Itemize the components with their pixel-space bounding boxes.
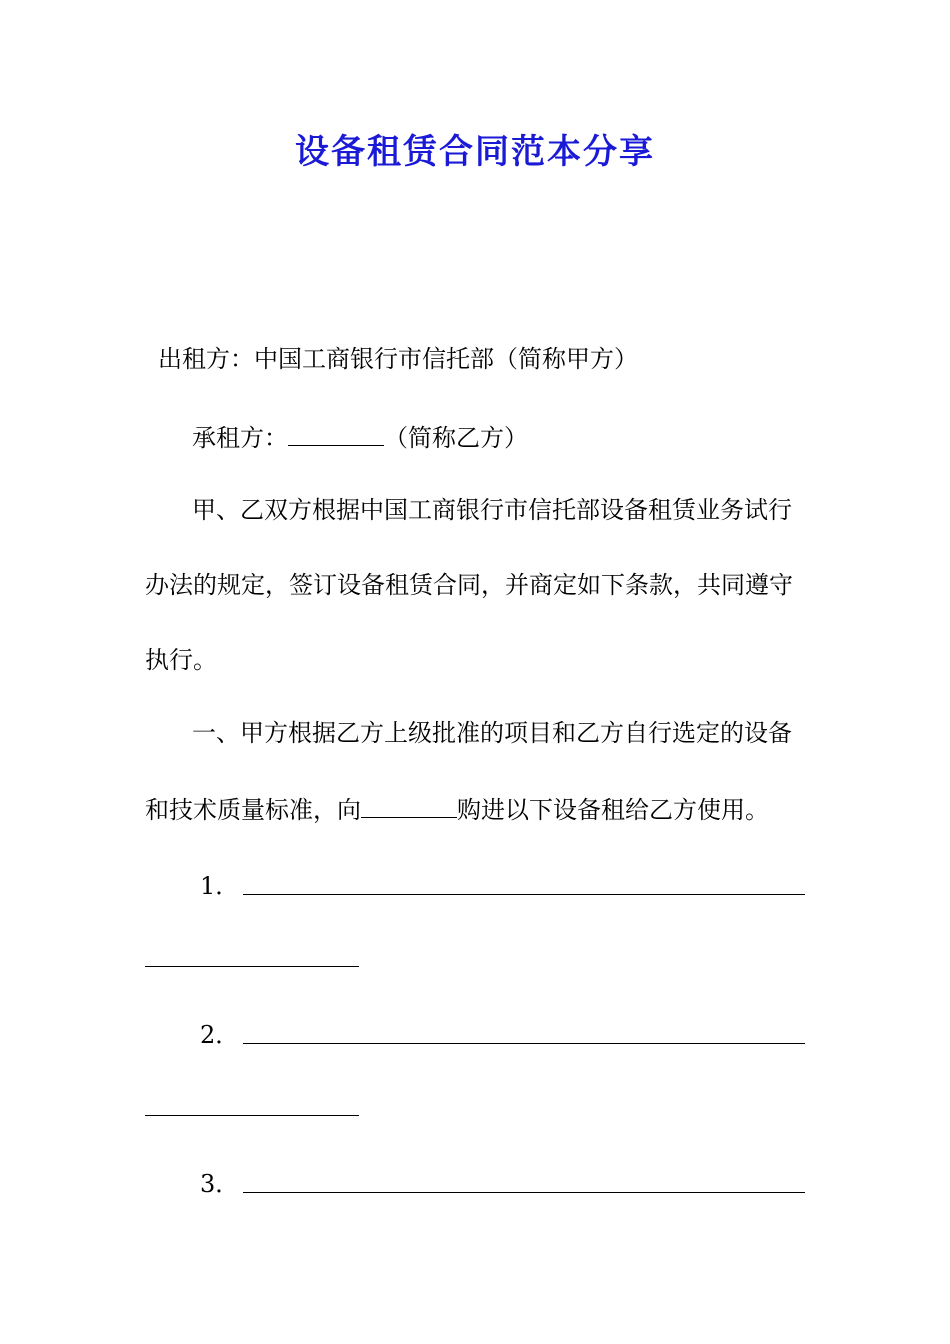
document-title: 设备租赁合同范本分享 (295, 132, 655, 172)
item-2-blank-line-cont (145, 1114, 359, 1116)
lessor-line: 出租方：中国工商银行市信托部（简称甲方） (158, 345, 638, 373)
intro-line-2: 办法的规定，签订设备租赁合同，并商定如下条款，共同遵守 (145, 571, 793, 599)
intro-line-1: 甲、乙双方根据中国工商银行市信托部设备租赁业务试行 (192, 496, 792, 524)
item-3-blank-line (243, 1191, 805, 1193)
item-3-label: 3． (200, 1170, 240, 1198)
clause1-line-1: 一、甲方根据乙方上级批准的项目和乙方自行选定的设备 (192, 719, 792, 747)
clause1-prefix: 和技术质量标准，向 (145, 796, 361, 824)
item-1-label: 1． (200, 872, 240, 900)
item-2-blank-line (243, 1042, 805, 1044)
item-1-blank-line-cont (145, 965, 359, 967)
item-2-label: 2． (200, 1021, 240, 1049)
lessee-blank (288, 419, 384, 446)
supplier-blank (361, 791, 457, 818)
lessee-suffix: （简称乙方） (384, 424, 528, 452)
lessee-label: 承租方： (192, 424, 288, 452)
clause1-suffix: 购进以下设备租给乙方使用。 (457, 796, 769, 824)
lessee-line (192, 419, 852, 455)
intro-line-3: 执行。 (145, 646, 217, 674)
item-1-blank-line (243, 893, 805, 895)
clause1-line-2 (145, 791, 805, 827)
